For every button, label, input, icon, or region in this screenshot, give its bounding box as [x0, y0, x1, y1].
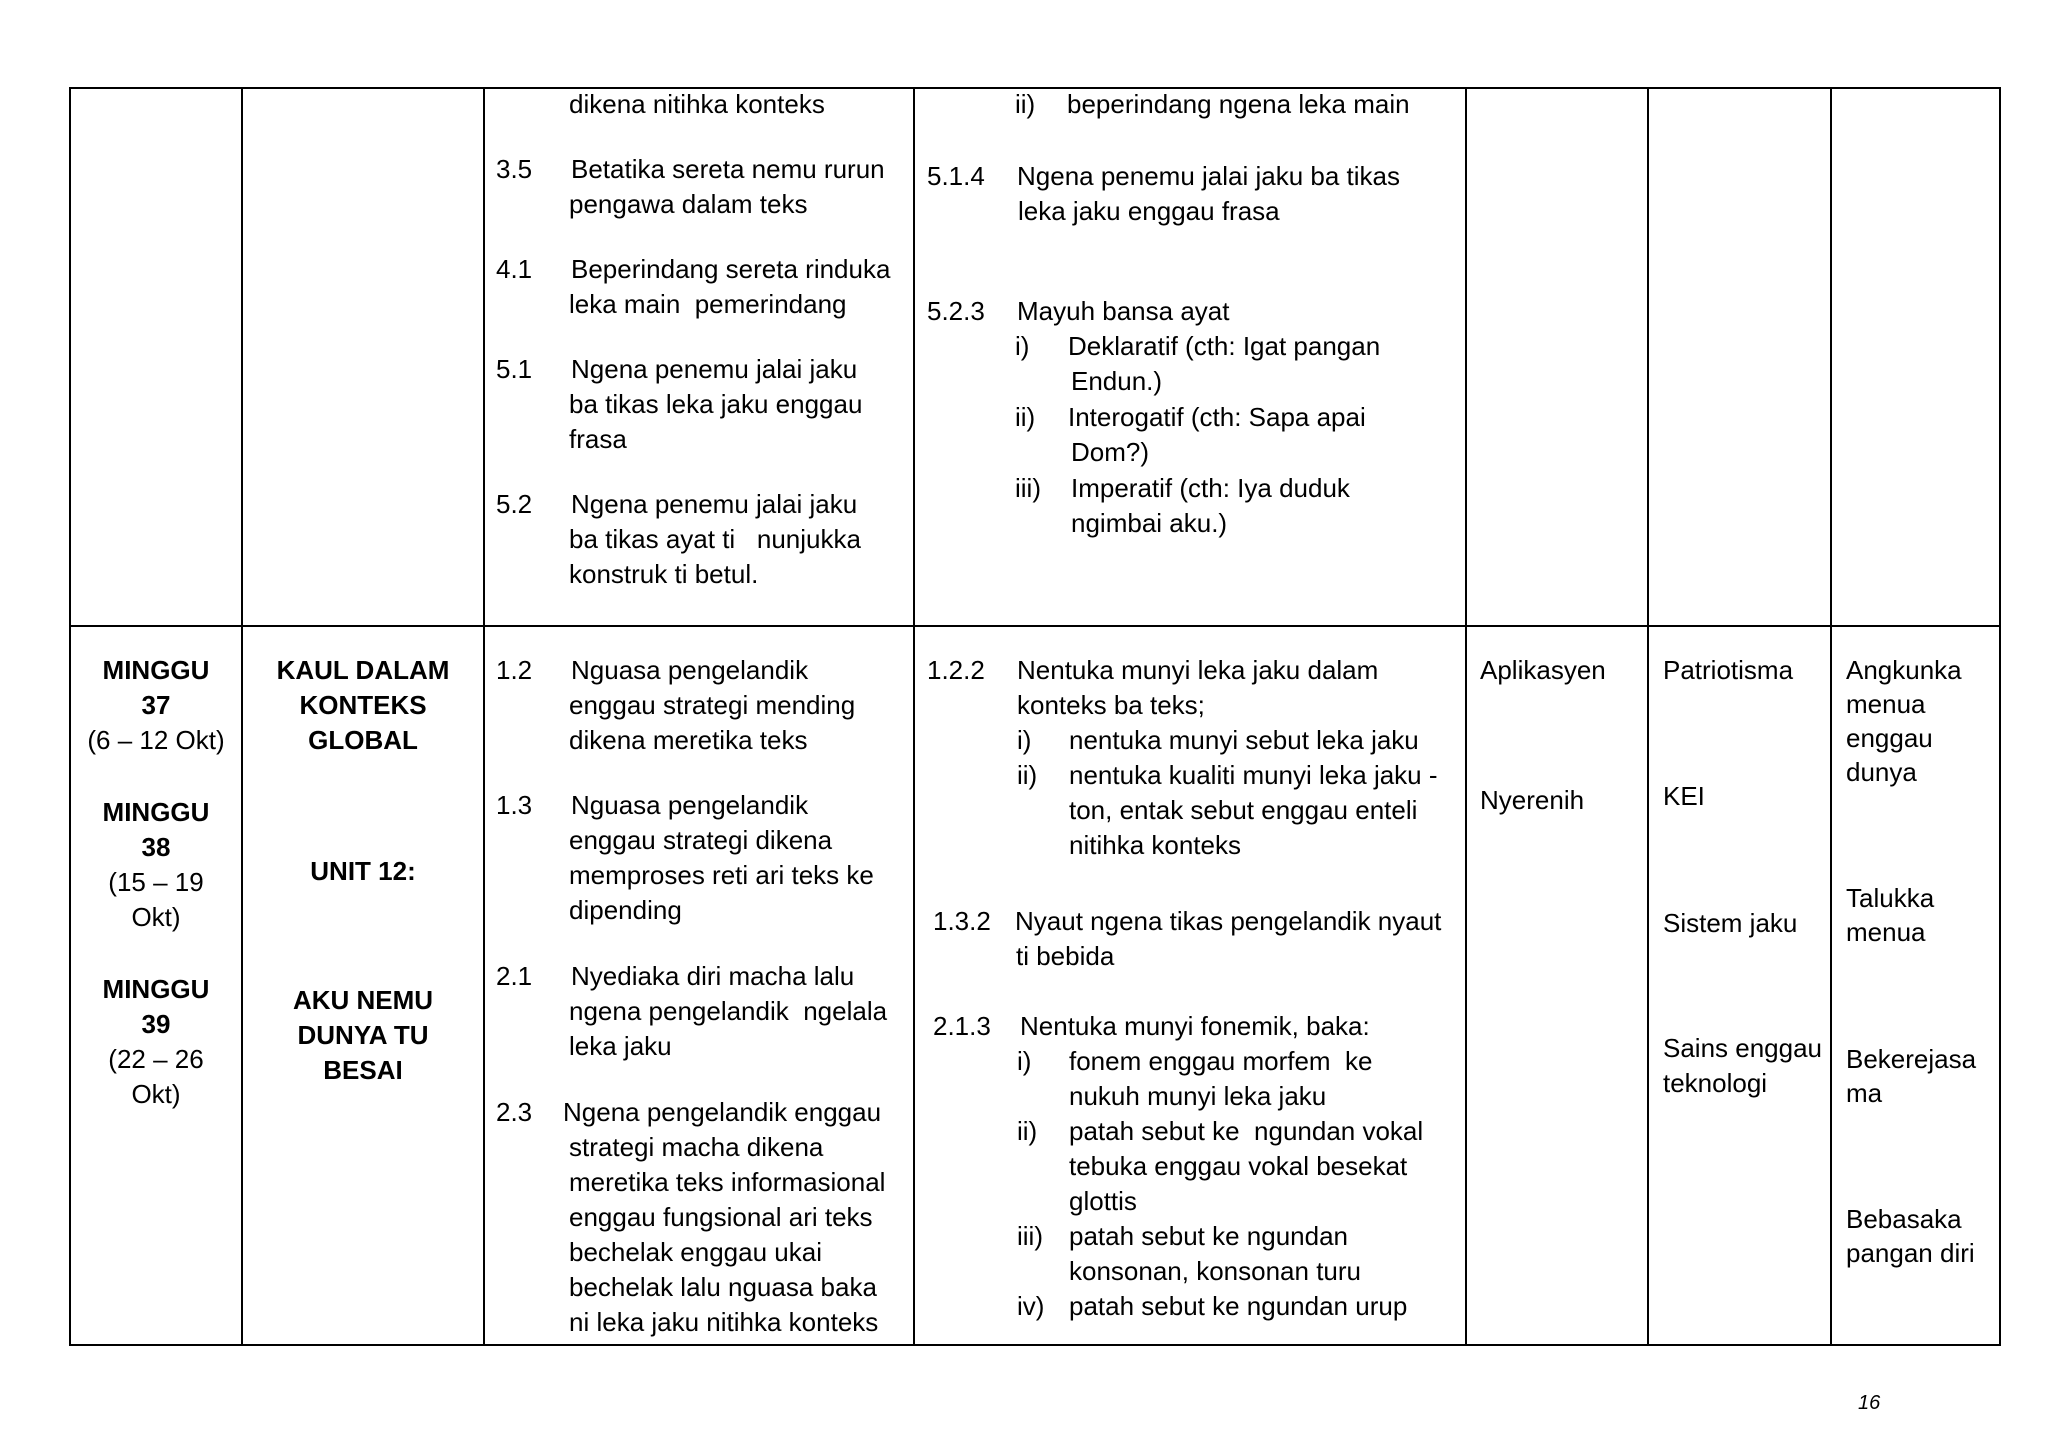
- lp-sub-text: beperindang ngena leka main: [1067, 89, 1410, 119]
- week-title: MINGGU: [102, 974, 210, 1004]
- week-dates: (15 – 19: [108, 867, 204, 897]
- lp-number: 5.2.3: [927, 296, 985, 326]
- week-title: MINGGU: [102, 655, 210, 685]
- lp-text: ti bebida: [1016, 941, 1115, 971]
- lp-text: Mayuh bansa ayat: [1017, 296, 1230, 326]
- col-divider-3: [913, 87, 915, 1346]
- std-text: bechelak enggau ukai: [569, 1237, 822, 1267]
- col-divider-5: [1647, 87, 1649, 1346]
- unit-label: UNIT 12:: [310, 856, 416, 886]
- lp-sub-number: i): [1017, 1046, 1032, 1076]
- lp-sub-number: iii): [1015, 473, 1041, 503]
- std-text: Beperindang sereta rinduka: [571, 254, 891, 284]
- lp-sub-number: ii): [1015, 402, 1036, 432]
- activity-item: enggau: [1846, 723, 1933, 753]
- lp-sub-number: i): [1015, 331, 1030, 361]
- col-divider-4: [1465, 87, 1467, 1346]
- lp-sub-text: Dom?): [1071, 437, 1150, 467]
- skill-item: Aplikasyen: [1480, 655, 1606, 685]
- page-number: 16: [1858, 1392, 1881, 1414]
- std-text: memproses reti ari teks ke: [569, 860, 874, 890]
- std-text: meretika teks informasional: [569, 1167, 886, 1197]
- activity-item: Bekerejasa: [1846, 1044, 1977, 1074]
- lp-text: Nentuka munyi leka jaku dalam: [1017, 655, 1379, 685]
- activity-item: ma: [1846, 1078, 1883, 1108]
- week-number: 39: [141, 1009, 171, 1039]
- std-text: strategi macha dikena: [569, 1132, 824, 1162]
- theme-title: KAUL DALAM: [276, 655, 450, 685]
- week-dates: Okt): [131, 1079, 181, 1109]
- lp-sub-text: nitihka konteks: [1069, 830, 1241, 860]
- std-text: leka jaku: [569, 1031, 672, 1061]
- std-text: Ngena pengelandik enggau: [563, 1097, 882, 1127]
- activity-item: Talukka: [1846, 883, 1935, 913]
- lp-sub-number: ii): [1017, 760, 1038, 790]
- lp-sub-number: iii): [1017, 1221, 1043, 1251]
- lp-sub-text: nentuka kualiti munyi leka jaku -: [1069, 760, 1438, 790]
- std-number: 2.3: [496, 1097, 533, 1127]
- lp-text: Ngena penemu jalai jaku ba tikas: [1017, 161, 1401, 191]
- lp-number: 1.2.2: [927, 655, 985, 685]
- week-dates: Okt): [131, 902, 181, 932]
- unit-title: AKU NEMU: [292, 985, 434, 1015]
- std-text: Nyediaka diri macha lalu: [571, 961, 855, 991]
- activity-item: Angkunka: [1846, 655, 1962, 685]
- value-item: teknologi: [1663, 1068, 1768, 1098]
- lp-sub-number: ii): [1017, 1116, 1038, 1146]
- theme-title: KONTEKS: [299, 690, 427, 720]
- lp-sub-text: patah sebut ke ngundan urup: [1069, 1291, 1408, 1321]
- std-continuation: dikena nitihka konteks: [569, 89, 825, 119]
- week-dates: (22 – 26: [108, 1044, 204, 1074]
- std-text: Ngena penemu jalai jaku: [571, 354, 858, 384]
- col-divider-6: [1830, 87, 1832, 1346]
- activity-item: menua: [1846, 917, 1926, 947]
- lp-text: leka jaku enggau frasa: [1018, 196, 1280, 226]
- std-text: enggau strategi dikena: [569, 825, 833, 855]
- lp-sub-number: i): [1017, 725, 1032, 755]
- std-text: Ngena penemu jalai jaku: [571, 489, 858, 519]
- std-number: 3.5: [496, 154, 533, 184]
- lp-number: 2.1.3: [933, 1011, 991, 1041]
- lp-sub-text: nukuh munyi leka jaku: [1069, 1081, 1327, 1111]
- std-text: leka main pemerindang: [569, 289, 847, 319]
- activity-item: dunya: [1846, 757, 1917, 787]
- week-number: 37: [141, 690, 171, 720]
- std-number: 5.1: [496, 354, 533, 384]
- col-divider-2: [483, 87, 485, 1346]
- unit-title: DUNYA TU: [297, 1020, 429, 1050]
- unit-title: BESAI: [323, 1055, 403, 1085]
- std-text: Nguasa pengelandik: [571, 790, 809, 820]
- lp-sub-text: ngimbai aku.): [1071, 508, 1228, 538]
- activity-item: Bebasaka: [1846, 1204, 1962, 1234]
- lp-sub-text: tebuka enggau vokal besekat: [1069, 1151, 1408, 1181]
- value-item: Sains enggau: [1663, 1033, 1823, 1063]
- std-number: 1.2: [496, 655, 533, 685]
- lp-sub-text: ton, entak sebut enggau enteli: [1069, 795, 1418, 825]
- std-text: ba tikas leka jaku enggau: [569, 389, 863, 419]
- week-number: 38: [141, 832, 171, 862]
- std-number: 4.1: [496, 254, 533, 284]
- row-divider: [69, 625, 2001, 627]
- lp-sub-text: Imperatif (cth: Iya duduk: [1071, 473, 1350, 503]
- std-text: pengawa dalam teks: [569, 189, 808, 219]
- lp-number: 1.3.2: [933, 906, 991, 936]
- lp-sub-text: patah sebut ke ngundan: [1069, 1221, 1349, 1251]
- lp-sub-text: fonem enggau morfem ke: [1069, 1046, 1373, 1076]
- std-text: frasa: [569, 424, 627, 454]
- lp-sub-text: patah sebut ke ngundan vokal: [1069, 1116, 1424, 1146]
- std-text: ngena pengelandik ngelala: [569, 996, 888, 1026]
- std-text: konstruk ti betul.: [569, 559, 759, 589]
- std-number: 2.1: [496, 961, 533, 991]
- lp-text: Nyaut ngena tikas pengelandik nyaut: [1015, 906, 1442, 936]
- lp-sub-text: Interogatif (cth: Sapa apai: [1068, 402, 1366, 432]
- std-text: dikena meretika teks: [569, 725, 808, 755]
- lp-sub-text: nentuka munyi sebut leka jaku: [1069, 725, 1419, 755]
- activity-item: pangan diri: [1846, 1238, 1975, 1268]
- std-text: ni leka jaku nitihka konteks: [569, 1307, 879, 1337]
- lp-sub-text: konsonan, konsonan turu: [1069, 1256, 1361, 1286]
- week-title: MINGGU: [102, 797, 210, 827]
- activity-item: menua: [1846, 689, 1926, 719]
- lp-number: 5.1.4: [927, 161, 985, 191]
- lp-sub-number: iv): [1017, 1291, 1045, 1321]
- std-text: enggau fungsional ari teks: [569, 1202, 873, 1232]
- skill-item: Nyerenih: [1480, 785, 1585, 815]
- lp-text: Nentuka munyi fonemik, baka:: [1020, 1011, 1370, 1041]
- std-number: 1.3: [496, 790, 533, 820]
- value-item: Patriotisma: [1663, 655, 1794, 685]
- lp-sub-text: Deklaratif (cth: Igat pangan: [1068, 331, 1381, 361]
- lp-sub-number: ii): [1015, 89, 1036, 119]
- value-item: Sistem jaku: [1663, 908, 1798, 938]
- std-text: Betatika sereta nemu rurun: [571, 154, 885, 184]
- std-text: ba tikas ayat ti nunjukka: [569, 524, 861, 554]
- std-text: bechelak lalu nguasa baka: [569, 1272, 877, 1302]
- std-text: Nguasa pengelandik: [571, 655, 809, 685]
- theme-title: GLOBAL: [308, 725, 418, 755]
- lp-sub-text: glottis: [1069, 1186, 1137, 1216]
- week-dates: (6 – 12 Okt): [87, 725, 225, 755]
- std-text: enggau strategi mending: [569, 690, 856, 720]
- std-text: dipending: [569, 895, 682, 925]
- std-number: 5.2: [496, 489, 533, 519]
- lp-sub-text: Endun.): [1071, 366, 1163, 396]
- value-item: KEI: [1663, 781, 1705, 811]
- lp-text: konteks ba teks;: [1017, 690, 1205, 720]
